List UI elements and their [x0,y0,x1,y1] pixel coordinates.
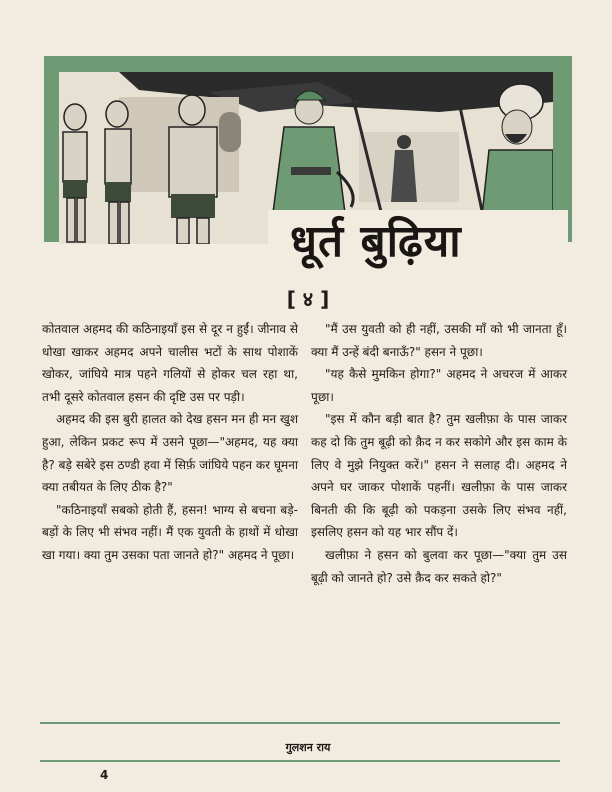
paragraph: "मैं उस युवती को ही नहीं, उसकी माँ को भी जानता हूँ। क्या मैं उन्हें बंदी बनाऊँ?" हसन ने पूछा। [311,322,567,359]
page-number: 4 [100,768,109,782]
paragraph: खलीफ़ा ने हसन को बुलवा कर पूछा—"क्या तुम उस बूढ़ी को जानते हो? उसे क़ैद कर सकते हो?" [311,547,567,585]
part-number: [ ४ ] [286,287,330,311]
text-column-left [42,318,298,567]
divider-bottom [40,760,560,762]
paragraph: अहमद की इस बुरी हालत को देख हसन मन ही मन खुश हुआ, लेकिन प्रकट रूप में उसने पूछा—"अहमद, यह क्या है? बड़े सबेरे इस ठण्डी हवा में सिर्फ़ जांघिये पहन कर घूमना क्या तबीयत के लिए ठीक है?" [42,412,298,495]
paragraph: "कठिनाइयाँ सबको होती हैं, हसन! भाग्य से बचना बड़े-बड़ों के लिए भी संभव नहीं। मैं एक युवती के हाथों में धोखा खा गया। क्या तुम उसका पता जानते हो?" अहमद ने पूछा। [42,502,298,562]
story-title: धूर्त बुढ़िया [290,216,462,267]
paragraph: "यह कैसे मुमकिन होगा?" अहमद ने अचरज में आकर पूछा। [311,367,567,404]
divider-top [40,722,560,724]
paragraph: "इस में कौन बड़ी बात है? तुम खलीफ़ा के पास जाकर कह दो कि तुम बूढ़ी को क़ैद न कर सकोगे और इस काम के लिए वे मुझे नियुक्त करें।" हसन ने सलाह दी। अहमद ने अपने घर जाकर पोशाकें पहनीं। खलीफ़ा के पास जाकर बिनती की कि बूढ़ी को पकड़ना उसके लिए संभव नहीं, इसलिए हसन को यह भार सौंप दें। [311,412,567,540]
text-column-right [311,318,567,589]
paragraph: कोतवाल अहमद की कठिनाइयाँ इस से दूर न हुईं। जीनाव से धोखा खाकर अहमद अपने चालीस भटों के साथ पोशाकें खोकर, जांघिये मात्र पहने गलियों से होकर चल रहा था, तभी दूसरे कोतवाल हसन की दृष्टि उस पर पड़ी। [42,322,298,404]
author-name: गुलशन राय [285,741,331,754]
